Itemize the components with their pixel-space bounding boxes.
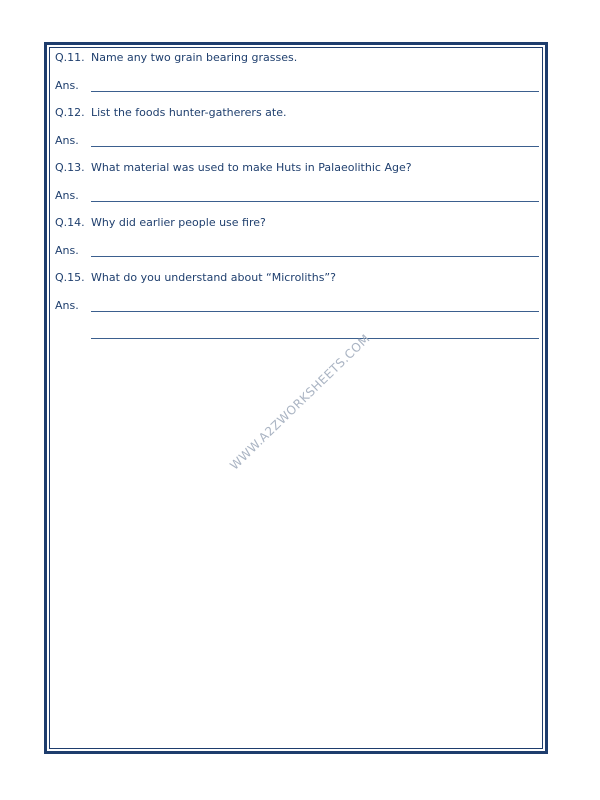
question-text: What material was used to make Huts in Palaeolithic Age?: [91, 161, 412, 174]
answer-label: Ans.: [55, 244, 79, 257]
answer-label: Ans.: [55, 134, 79, 147]
question-text: Why did earlier people use fire?: [91, 216, 266, 229]
question-number: Q.11.: [55, 51, 85, 64]
answer-label: Ans.: [55, 189, 79, 202]
answer-line[interactable]: [91, 146, 539, 147]
question-text: What do you understand about “Microliths”?: [91, 271, 336, 284]
answer-line[interactable]: [91, 91, 539, 92]
answer-label: Ans.: [55, 299, 79, 312]
question-text: Name any two grain bearing grasses.: [91, 51, 298, 64]
answer-label: Ans.: [55, 79, 79, 92]
question-number: Q.14.: [55, 216, 85, 229]
question-number: Q.12.: [55, 106, 85, 119]
question-text: List the foods hunter-gatherers ate.: [91, 106, 287, 119]
answer-line[interactable]: [91, 201, 539, 202]
answer-line[interactable]: [91, 256, 539, 257]
answer-line[interactable]: [91, 338, 539, 339]
answer-line[interactable]: [91, 311, 539, 312]
question-number: Q.13.: [55, 161, 85, 174]
question-number: Q.15.: [55, 271, 85, 284]
watermark: WWW.A2ZWORKSHEETS.COM: [227, 331, 373, 473]
